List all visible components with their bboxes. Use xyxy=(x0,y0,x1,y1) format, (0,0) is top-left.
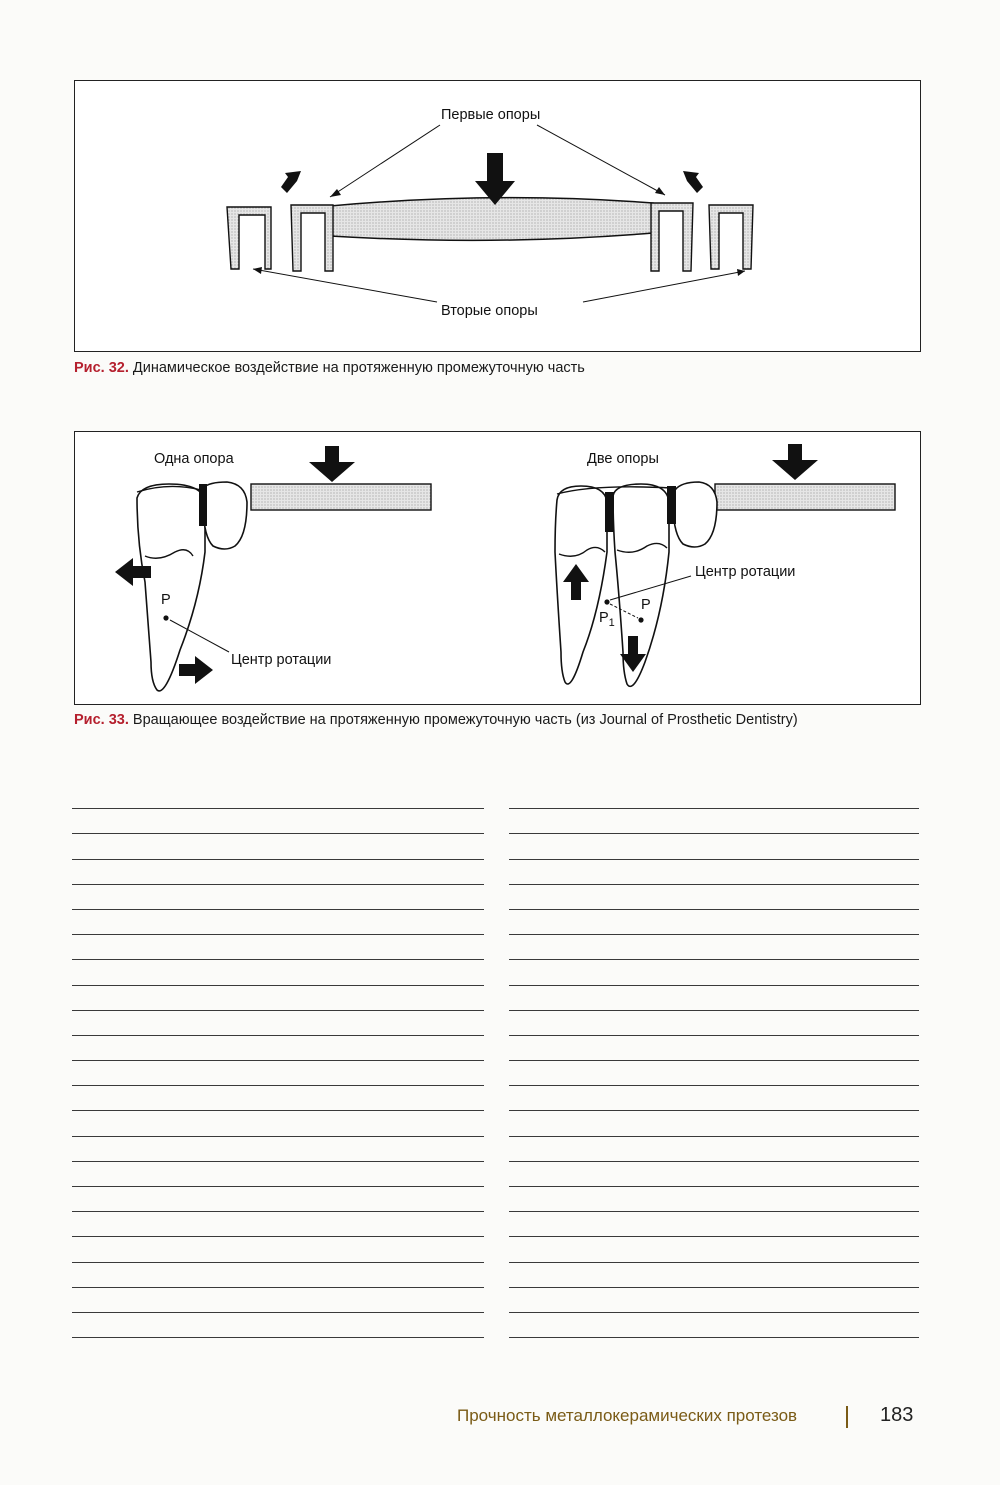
note-line xyxy=(509,1061,919,1086)
note-line xyxy=(509,1137,919,1162)
label-p-left: P xyxy=(161,592,171,608)
note-line xyxy=(72,860,484,885)
note-line xyxy=(72,834,484,859)
label-p-right: P xyxy=(641,597,651,613)
note-line xyxy=(72,910,484,935)
note-line xyxy=(509,1212,919,1237)
caption-33-number: Рис. 33. xyxy=(74,712,129,728)
notes-lines-right xyxy=(509,784,919,1338)
note-line xyxy=(509,910,919,935)
note-line xyxy=(72,1288,484,1313)
note-line xyxy=(509,1288,919,1313)
figure-33-caption xyxy=(74,712,798,728)
label-p1 xyxy=(599,610,615,629)
note-line xyxy=(72,1187,484,1212)
note-line xyxy=(72,935,484,960)
figure-32 xyxy=(74,80,921,352)
label-p1-letter: P xyxy=(599,610,609,626)
notes-lines-left xyxy=(72,784,484,1338)
note-line xyxy=(509,960,919,985)
note-line xyxy=(509,1111,919,1136)
left-lift-arrow-icon xyxy=(281,171,301,193)
note-line xyxy=(509,860,919,885)
figure-32-caption xyxy=(74,360,585,376)
label-one-abutment: Одна опора xyxy=(154,451,234,467)
note-line xyxy=(509,784,919,809)
note-line xyxy=(509,1011,919,1036)
note-line xyxy=(509,809,919,834)
right-second-abutment xyxy=(709,205,753,269)
note-line xyxy=(509,1162,919,1187)
note-line xyxy=(72,1212,484,1237)
note-line xyxy=(72,885,484,910)
left-second-abutment xyxy=(227,207,271,269)
note-line xyxy=(72,1086,484,1111)
note-line xyxy=(509,885,919,910)
left-adjacent-tooth xyxy=(203,482,247,549)
note-line xyxy=(72,1036,484,1061)
note-line xyxy=(72,986,484,1011)
label-first-abutments: Первые опоры xyxy=(441,107,541,123)
note-line xyxy=(509,1313,919,1338)
caption-32-number: Рис. 32. xyxy=(74,360,129,376)
label-p1-subscript: 1 xyxy=(608,616,615,629)
note-line xyxy=(72,809,484,834)
caption-32-text: Динамическое воздействие на протяженную промежуточную часть xyxy=(128,360,585,376)
figure-33 xyxy=(74,431,921,705)
note-line xyxy=(72,1061,484,1086)
right-pontic xyxy=(715,484,895,510)
label-second-abutments: Вторые опоры xyxy=(441,303,538,319)
label-two-abutments: Две опоры xyxy=(587,451,659,467)
page-number: 183 xyxy=(880,1404,914,1426)
label-rotation-center-left: Центр ротации xyxy=(231,652,332,668)
note-line xyxy=(72,1111,484,1136)
note-line xyxy=(509,986,919,1011)
note-line xyxy=(72,960,484,985)
right-load-arrow-icon xyxy=(772,444,818,480)
note-line xyxy=(72,1237,484,1262)
note-line xyxy=(509,1036,919,1061)
note-line xyxy=(72,1137,484,1162)
note-line xyxy=(509,935,919,960)
note-line xyxy=(72,1162,484,1187)
label-rotation-center-right: Центр ротации xyxy=(695,564,796,580)
right-p1-point xyxy=(638,617,643,622)
left-load-arrow-icon xyxy=(309,446,355,482)
note-line xyxy=(509,834,919,859)
left-root-arrow-icon xyxy=(179,656,213,684)
note-line xyxy=(72,1313,484,1338)
left-first-abutment xyxy=(291,205,333,271)
right-rotation-point xyxy=(604,599,609,604)
right-lift-arrow-icon xyxy=(683,171,703,193)
pontic-bar xyxy=(330,198,653,241)
note-line xyxy=(72,1011,484,1036)
left-rotation-point xyxy=(163,615,168,620)
left-abutment-tooth xyxy=(137,484,205,691)
note-line xyxy=(509,1237,919,1262)
note-line xyxy=(509,1263,919,1288)
footer-separator xyxy=(846,1406,848,1428)
note-line xyxy=(72,784,484,809)
note-line xyxy=(509,1187,919,1212)
left-pontic xyxy=(251,484,431,510)
footer-section-title: Прочность металлокерамических протезов xyxy=(457,1406,798,1425)
right-adjacent-tooth xyxy=(673,482,717,547)
note-line xyxy=(72,1263,484,1288)
right-first-abutment xyxy=(651,203,693,271)
note-line xyxy=(509,1086,919,1111)
caption-33-text: Вращающее воздействие на протяженную промежуточную часть (из Journal of Prosthetic Dentistry) xyxy=(128,712,798,728)
